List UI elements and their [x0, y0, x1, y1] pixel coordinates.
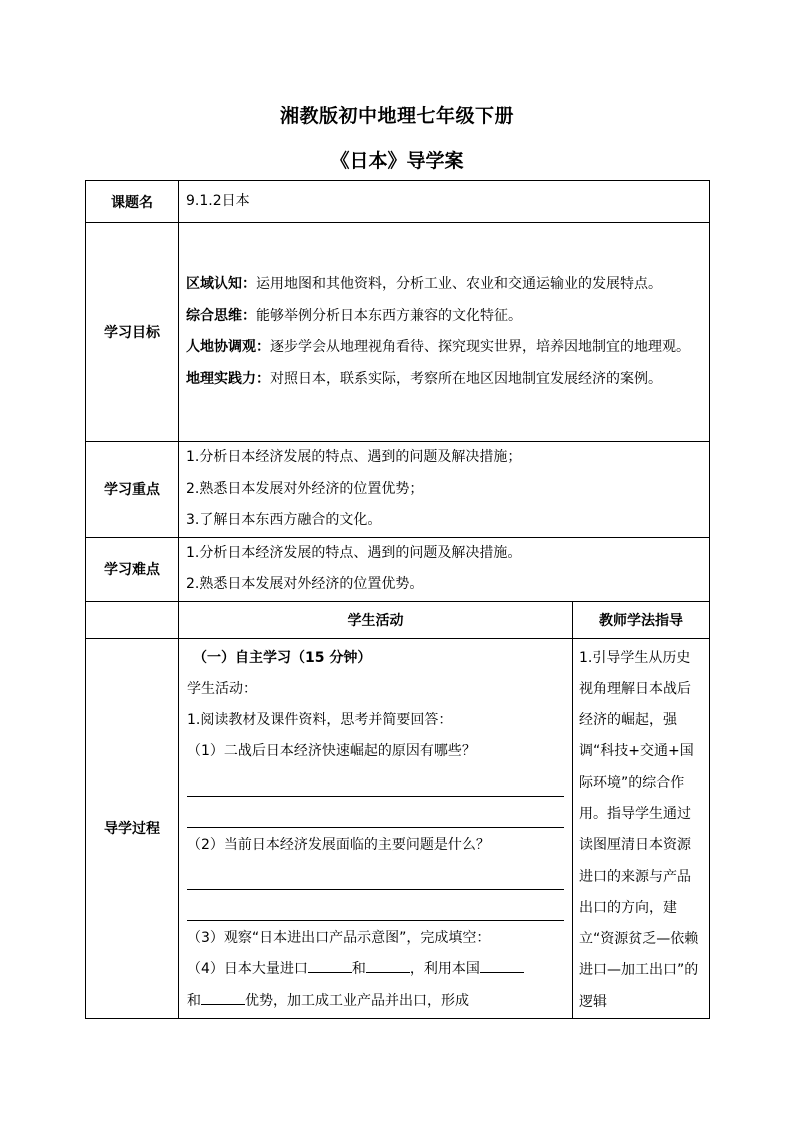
key-points-content: [179, 442, 710, 538]
answer-line[interactable]: [187, 861, 564, 890]
list-item: 2.熟悉日本发展对外经济的位置优势；: [186, 480, 424, 497]
lesson-plan-table: [85, 180, 710, 1019]
goal-item: 人地协调观：逐步学会从地理视角看待、探究现实世界，培养因地制宜的地理观。: [186, 339, 690, 355]
list-item: 3.了解日本东西方融合的文化。: [186, 512, 382, 528]
goal-item: 区域认知：运用地图和其他资料，分析工业、农业和交通运输业的发展特点。: [186, 276, 662, 292]
fill-blank[interactable]: [201, 990, 245, 1005]
difficulties-row: [86, 537, 710, 601]
answer-line[interactable]: [187, 768, 564, 797]
document-title: 湘教版初中地理七年级下册: [279, 105, 514, 127]
topic-row: [86, 181, 710, 223]
goals-content: [179, 223, 710, 442]
list-item: 1.分析日本经济发展的特点、遇到的问题及解决措施；: [186, 449, 522, 465]
question-4-continued: 和 优势，加工成工业产品并出口，形成: [187, 986, 564, 1017]
fill-blank[interactable]: [480, 958, 524, 973]
answer-line[interactable]: [187, 892, 564, 921]
topic-label: 课题名: [86, 181, 179, 223]
process-row: [86, 638, 710, 1019]
question-1: （1）二战后日本经济快速崛起的原因有哪些？: [187, 743, 476, 760]
difficulties-content: [179, 537, 710, 601]
topic-value: 9.1.2日本: [179, 181, 710, 223]
list-item: 1.分析日本经济发展的特点、遇到的问题及解决措施。: [186, 544, 522, 561]
key-points-label: 学习重点: [86, 442, 179, 538]
teacher-guidance-content: 1.引导学生从历史视角理解日本战后经济的崛起，强调“科技+交通+国际环境”的综合作用。指导学生通过读图厘清日本资源进口的来源与产品出口的方向，建立“资源贫乏—依赖进口—加工出口”的逻辑: [573, 638, 710, 1019]
teacher-guidance-header: 教师学法指导: [573, 601, 710, 638]
fill-blank[interactable]: [308, 958, 352, 973]
goals-row: [86, 223, 710, 442]
student-activity-header: 学生活动: [179, 601, 573, 638]
activity-label: 学生活动：: [187, 680, 257, 697]
process-label: 导学过程: [86, 638, 179, 1019]
document-subtitle: 《日本》导学案: [330, 150, 464, 172]
list-item: 2.熟悉日本发展对外经济的位置优势。: [186, 576, 424, 592]
column-header-row: [86, 601, 710, 638]
difficulties-label: 学习难点: [86, 537, 179, 601]
fill-blank[interactable]: [366, 958, 410, 973]
question-4: （4）日本大量进口 和 ，利用本国: [187, 954, 564, 985]
question-3: （3）观察“日本进出口产品示意图”，完成填空：: [187, 929, 491, 946]
student-activity-content: [179, 638, 573, 1019]
answer-line[interactable]: [187, 799, 564, 828]
goals-label: 学习目标: [86, 223, 179, 442]
section-heading: （一）自主学习（15 分钟）: [193, 649, 372, 666]
goal-item: 地理实践力：对照日本，联系实际，考察所在地区因地制宜发展经济的案例。: [186, 370, 662, 387]
goal-item: 综合思维：能够举例分析日本东西方兼容的文化特征。: [186, 307, 522, 324]
task-text: 1.阅读教材及课件资料，思考并简要回答：: [187, 712, 453, 729]
key-points-row: [86, 442, 710, 538]
question-2: （2）当前日本经济发展面临的主要问题是什么？: [187, 836, 490, 853]
